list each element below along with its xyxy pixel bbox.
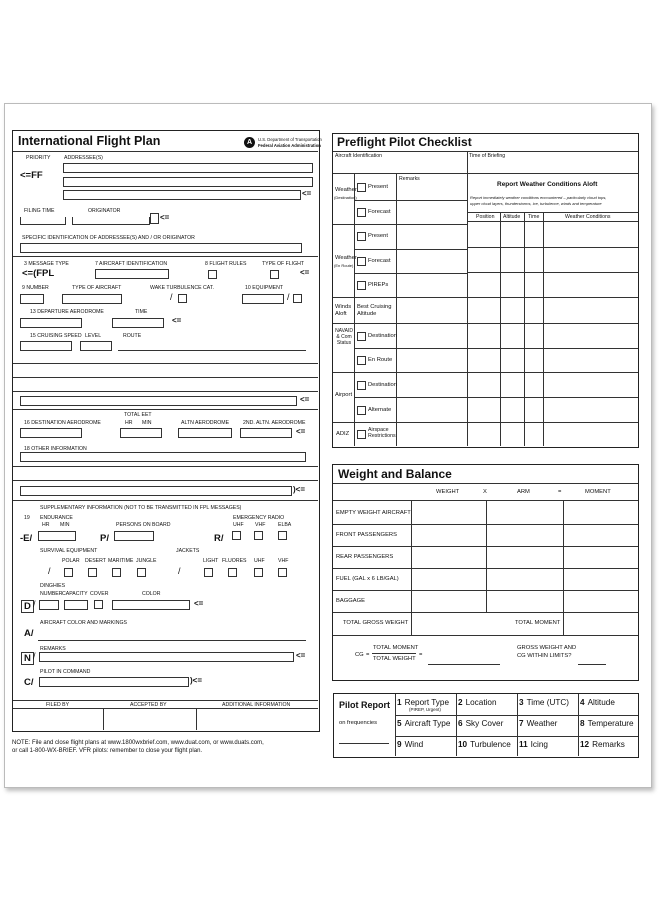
type-aircraft-label: TYPE OF AIRCRAFT: [72, 285, 122, 291]
total-eet-label: TOTAL EET: [124, 412, 152, 418]
filed-by-label: FILED BY: [46, 702, 70, 708]
wb-row-label: EMPTY WEIGHT AIRCRAFT: [336, 510, 411, 516]
dinghies-label: DINGHIES: [40, 583, 66, 589]
additional-info-label: ADDITIONAL INFORMATION: [222, 702, 291, 708]
pirep-item-number: 4: [580, 698, 585, 707]
endurance-field[interactable]: [38, 531, 76, 541]
pirep-item-label: Altitude: [587, 698, 615, 707]
aircraft-id-checklist-label: Aircraft Identification: [335, 153, 382, 159]
ifp-title: International Flight Plan: [18, 134, 161, 148]
departure-label: 13 DEPARTURE AERODROME: [30, 309, 104, 315]
polar-box[interactable]: [64, 568, 73, 577]
route-line-1[interactable]: [13, 363, 318, 364]
pirep-item-label: Aircraft Type: [404, 719, 451, 728]
light-box[interactable]: [204, 568, 213, 577]
pirep-item: [519, 719, 557, 728]
elba-box[interactable]: [278, 531, 287, 540]
remarks-label: REMARKS: [40, 646, 66, 652]
pirep-item-number: 1: [397, 698, 402, 707]
wake-turbulence-label: WAKE TURBULENCE CAT.: [150, 285, 214, 291]
emergency-radio-label: EMERGENCY RADIO: [233, 515, 285, 521]
persons-marker: P/: [100, 533, 109, 544]
flight-rules-box[interactable]: [208, 270, 217, 279]
jacket-vhf-box[interactable]: [278, 568, 287, 577]
pirep-item-number: 7: [519, 719, 524, 728]
airport-alternate-checkbox[interactable]: [357, 406, 366, 415]
pirep-item: [397, 698, 449, 707]
pirep-item-number: 11: [519, 740, 528, 749]
originator-label: ORIGINATOR: [88, 208, 121, 214]
endurance-label: ENDURANCE: [40, 515, 73, 521]
supp-info-label: SUPPLEMENTARY INFORMATION (NOT TO BE TRANSMITTED IN FPL MESSAGES): [40, 505, 242, 511]
pirep-item-label: Sky Cover: [465, 719, 504, 728]
pirep-item-label: Icing: [530, 740, 548, 749]
aircraft-color-label: AIRCRAFT COLOR AND MARKINGS: [40, 620, 127, 626]
jacket-uhf-box[interactable]: [254, 568, 263, 577]
total-moment-label: TOTAL MOMENT: [515, 620, 561, 626]
fluores-box[interactable]: [228, 568, 237, 577]
aircraft-color-field[interactable]: [38, 640, 306, 641]
jungle-box[interactable]: [137, 568, 146, 577]
dep-time-label: TIME: [135, 309, 148, 315]
filing-time-label: FILING TIME: [24, 208, 55, 214]
pirep-item-number: 2: [458, 698, 463, 707]
pirep-item-label: Time (UTC): [526, 698, 570, 707]
pirep-item-number: 5: [397, 719, 402, 728]
altn2-field[interactable]: [240, 428, 292, 438]
pirep-item-sub: (PIREP, Urgent): [409, 707, 441, 712]
checklist-remarks-label: Remarks: [399, 176, 420, 182]
pirep-item-label: Wind: [404, 740, 424, 749]
equipment-field[interactable]: [242, 294, 284, 304]
navaid-destination-checkbox[interactable]: [357, 332, 366, 341]
pireps-checkbox[interactable]: [357, 281, 366, 290]
pirep-item: [519, 698, 569, 707]
pirep-item-label: Location: [465, 698, 497, 707]
other-info-field[interactable]: [20, 452, 306, 462]
altn-field[interactable]: [178, 428, 232, 438]
enroute-present-checkbox[interactable]: [357, 232, 366, 241]
ff-label: <=FF: [20, 170, 43, 181]
dinghy-number-field[interactable]: [39, 600, 59, 610]
addressees-label: ADDRESSEE(S): [64, 155, 103, 161]
wb-row-divider: [333, 524, 638, 525]
checklist-title: Preflight Pilot Checklist: [337, 135, 472, 149]
pirep-item-label: Report Type: [404, 698, 450, 707]
eet-hr-label: HR: [125, 420, 133, 426]
pirep-item-number: 10: [458, 740, 468, 749]
addressees-field-1[interactable]: [63, 163, 313, 173]
persons-field[interactable]: [114, 531, 154, 541]
route-field-end[interactable]: [20, 396, 297, 406]
pirep-item-label: Temperature: [587, 719, 634, 728]
enroute-forecast-checkbox[interactable]: [357, 257, 366, 266]
type-of-flight-label: TYPE OF FLIGHT: [262, 261, 305, 267]
addressees-field-2[interactable]: [63, 177, 313, 187]
wb-row-divider: [333, 590, 638, 591]
dinghy-capacity-field[interactable]: [64, 600, 88, 610]
flight-rules-label: 8 FLIGHT RULES: [205, 261, 247, 267]
number-label: 9 NUMBER: [22, 285, 49, 291]
survival-label: SURVIVAL EQUIPMENT: [40, 548, 98, 554]
pic-marker: C/: [24, 677, 34, 688]
type-of-flight-box[interactable]: [270, 270, 279, 279]
navaid-enroute-checkbox[interactable]: [357, 356, 366, 365]
number-field[interactable]: [20, 294, 44, 304]
radio-marker: R/: [214, 533, 224, 544]
faa-logo-icon: A: [244, 137, 255, 148]
vhf-box[interactable]: [254, 531, 263, 540]
type-aircraft-field[interactable]: [62, 294, 122, 304]
pirep-item: [397, 740, 423, 749]
altn2-label: 2ND. ALTN. AERODROME: [243, 420, 306, 426]
pirep-item: [458, 698, 497, 707]
dinghy-marker: D: [21, 600, 34, 613]
pirep-item: [458, 740, 511, 749]
wb-row-label: FRONT PASSENGERS: [336, 532, 397, 538]
dinghy-cover-box[interactable]: [94, 600, 103, 609]
level-label: LEVEL: [85, 333, 102, 339]
originator-arrow: <=: [160, 213, 170, 222]
pic-label: PILOT IN COMMAND: [40, 669, 91, 675]
fpl-label: <=(FPL: [22, 268, 55, 279]
cruising-speed-field[interactable]: [20, 341, 72, 351]
pic-field[interactable]: [39, 677, 189, 687]
agency-line-1: U.S. Department of Transportation: [258, 137, 322, 142]
dinghy-color-field[interactable]: [112, 600, 190, 610]
total-eet-field[interactable]: [120, 428, 162, 438]
wb-row-divider: [333, 546, 638, 547]
jackets-label: JACKETS: [176, 548, 200, 554]
destination-field[interactable]: [20, 428, 82, 438]
endurance-min: MIN: [60, 522, 70, 528]
report-weather-title: Report Weather Conditions Aloft: [497, 181, 598, 188]
remarks-field[interactable]: [39, 652, 294, 662]
pirep-item-number: 12: [580, 740, 590, 749]
originator-field[interactable]: [72, 217, 150, 225]
airport-destination-checkbox[interactable]: [357, 381, 366, 390]
aircraft-id-label: 7 AIRCRAFT IDENTIFICATION: [95, 261, 168, 267]
pirep-item-label: Remarks: [592, 740, 625, 749]
pirep-item: [458, 719, 503, 728]
addressees-field-3[interactable]: [63, 190, 301, 200]
wb-title: Weight and Balance: [338, 467, 452, 481]
altn-label: ALTN AERODROME: [181, 420, 230, 426]
route-line-3[interactable]: [13, 391, 318, 392]
desert-box[interactable]: [88, 568, 97, 577]
specific-id-field[interactable]: [20, 243, 302, 253]
eet-min-label: MIN: [142, 420, 152, 426]
endurance-marker: -E/: [20, 533, 33, 544]
aircraft-id-field[interactable]: [95, 269, 169, 279]
addressee-end-arrow: <=: [302, 189, 312, 198]
pirep-title: Pilot Report: [339, 700, 390, 710]
wake-turbulence-box[interactable]: [178, 294, 187, 303]
aircraft-color-marker: A/: [24, 628, 34, 639]
note-line-1: NOTE: File and close flight plans at www.1800wxbrief.com, www.duat.com, or www.duats.com,: [12, 740, 264, 746]
time-briefing-label: Time of Briefing: [469, 153, 506, 159]
pirep-item-label: Turbulence: [470, 740, 511, 749]
cg-result-field[interactable]: [428, 664, 500, 665]
within-limits-field[interactable]: [578, 664, 606, 665]
specific-id-label: SPECIFIC IDENTIFICATION OF ADDRESSEE(S) AND / OR ORIGINATOR: [22, 235, 195, 241]
accepted-by-label: ACCEPTED BY: [130, 702, 167, 708]
endurance-hr: HR: [42, 522, 50, 528]
pirep-item-number: 6: [458, 719, 463, 728]
dest-forecast-checkbox[interactable]: [357, 208, 366, 217]
cruising-speed-label: 15 CRUISING SPEED: [30, 333, 82, 339]
message-type-label: 3 MESSAGE TYPE: [24, 261, 69, 267]
equipment-label: 10 EQUIPMENT: [245, 285, 284, 291]
pirep-item: [580, 719, 634, 728]
remarks-marker: N: [21, 652, 34, 665]
pirep-item-label: Weather: [526, 719, 558, 728]
route-line-2[interactable]: [13, 377, 318, 378]
maritime-box[interactable]: [112, 568, 121, 577]
dest-present-checkbox[interactable]: [357, 183, 366, 192]
total-gross-label: TOTAL GROSS WEIGHT: [343, 620, 409, 626]
wb-row-label: BAGGAGE: [336, 598, 365, 604]
note-line-2: or call 1-800-WX-BRIEF. VFR pilots: remember to close your flight plan.: [12, 748, 203, 754]
uhf-box[interactable]: [232, 531, 241, 540]
persons-label: PERSONS ON BOARD: [116, 522, 171, 528]
other-info-label: 18 OTHER INFORMATION: [24, 446, 87, 452]
on-frequencies-label: on frequencies: [339, 720, 378, 726]
pirep-item: [397, 719, 450, 728]
pirep-item: [580, 698, 615, 707]
filing-time-field[interactable]: [20, 217, 66, 225]
pirep-item: [580, 740, 625, 749]
departure-time-field[interactable]: [112, 318, 164, 328]
destination-label: 16 DESTINATION AERODROME: [24, 420, 101, 426]
agency-line-2: Federal Aviation Administration: [258, 143, 321, 148]
departure-field[interactable]: [20, 318, 82, 328]
pirep-item-number: 3: [519, 698, 524, 707]
adiz-airspace-checkbox[interactable]: [357, 430, 366, 439]
wb-row-label: REAR PASSENGERS: [336, 554, 394, 560]
route-label: ROUTE: [123, 333, 142, 339]
wb-row-divider: [333, 568, 638, 569]
frequency-field[interactable]: [339, 743, 389, 744]
level-field[interactable]: [80, 341, 112, 351]
priority-label: PRIORITY: [26, 155, 51, 161]
other-info-field-end[interactable]: [20, 486, 292, 496]
item19-label: 19: [24, 515, 30, 521]
wb-row-label: FUEL (GAL x 6 LB/GAL): [336, 576, 399, 582]
pirep-item-number: 8: [580, 719, 585, 728]
pirep-item: [519, 740, 548, 749]
pirep-item-number: 9: [397, 740, 402, 749]
